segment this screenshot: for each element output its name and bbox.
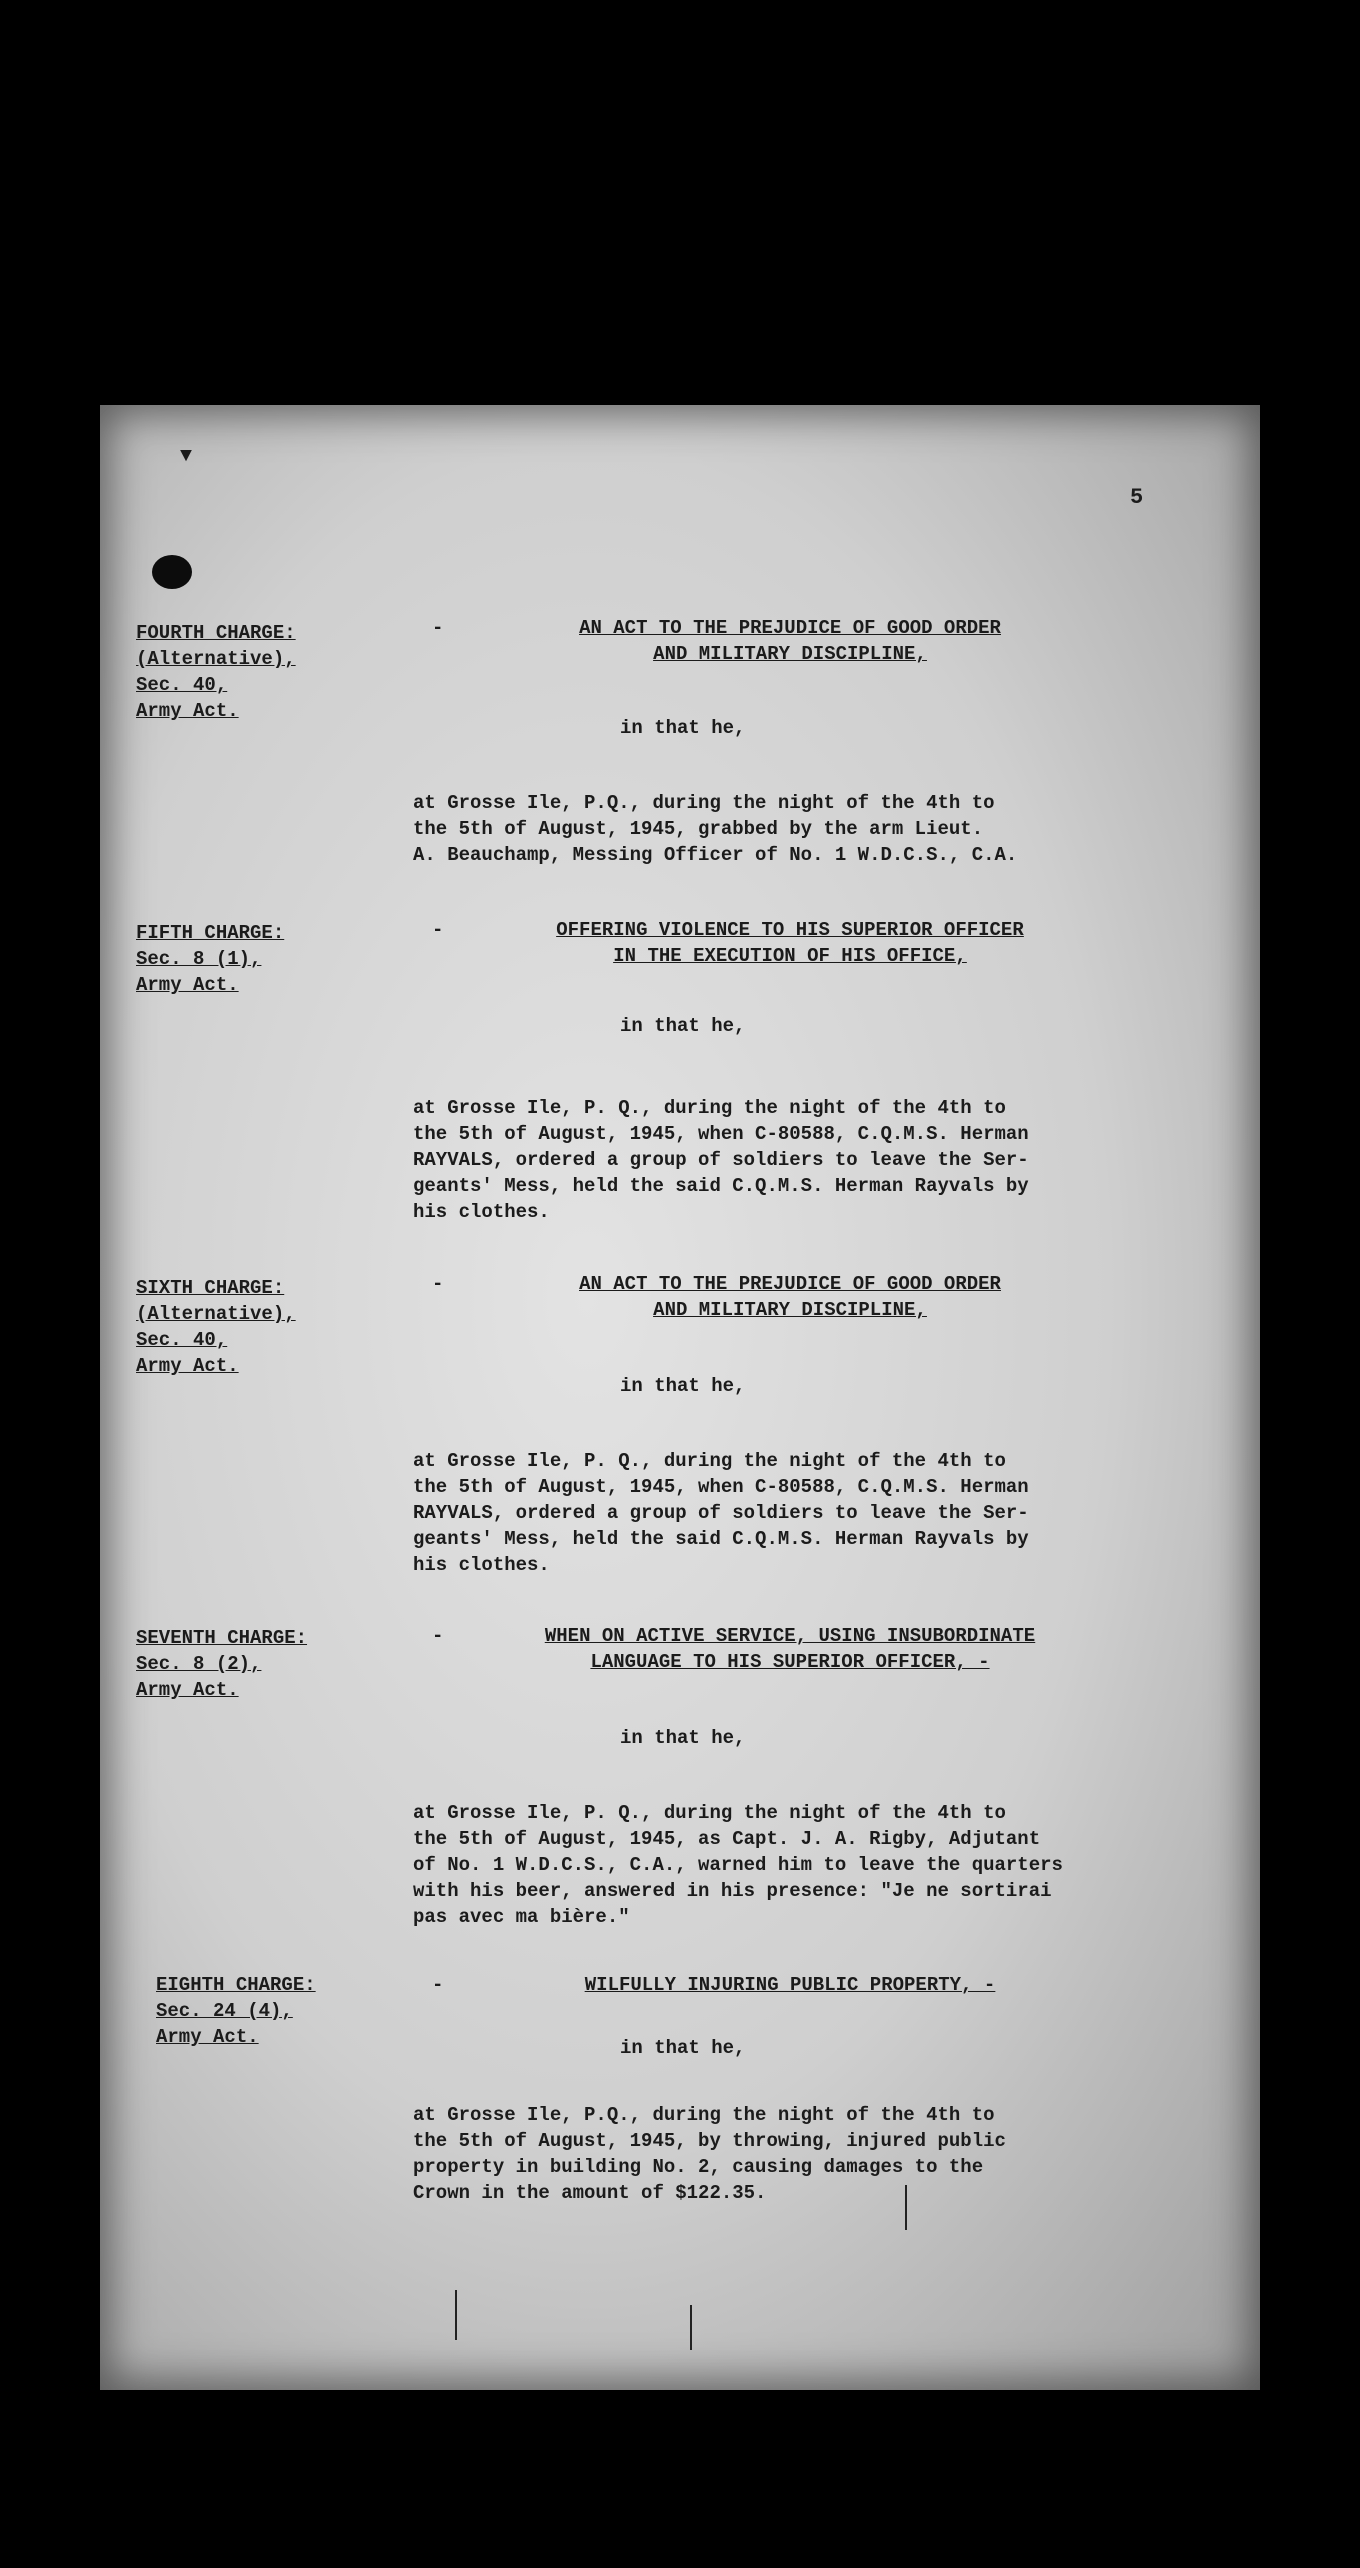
charge-act: Army Act. bbox=[136, 974, 239, 996]
in-that-he: in that he, bbox=[620, 1727, 746, 1749]
arrow-mark-icon: ▼ bbox=[180, 445, 193, 468]
charge-section: Sec. 8 (2), bbox=[136, 1653, 262, 1675]
film-scratch bbox=[455, 2290, 457, 2340]
charge-heading-sixth: - AN ACT TO THE PREJUDICE OF GOOD ORDER AND MILITARY DISCIPLINE, bbox=[432, 1273, 1001, 1321]
in-that-he: in that he, bbox=[620, 1015, 746, 1037]
charge-label-fourth bbox=[136, 620, 296, 724]
heading-line: WILFULLY INJURING PUBLIC PROPERTY, - bbox=[584, 1974, 996, 1996]
heading-line: OFFERING VIOLENCE TO HIS SUPERIOR OFFICER bbox=[556, 919, 1024, 941]
charge-label-fifth bbox=[136, 920, 284, 998]
heading-line: IN THE EXECUTION OF HIS OFFICE, bbox=[613, 945, 967, 967]
charge-title: FOURTH CHARGE: bbox=[136, 622, 296, 644]
charge-heading-eighth: - WILFULLY INJURING PUBLIC PROPERTY, - bbox=[432, 1974, 996, 1996]
charge-act: Army Act. bbox=[156, 2026, 259, 2048]
in-that-he: in that he, bbox=[620, 2037, 746, 2059]
charge-particulars-eighth: at Grosse Ile, P.Q., during the night of the 4th to the 5th of August, 1945, by throwing, injured public property in building No. 2, causing damages to the Crown in the amount of $122.35. bbox=[413, 2104, 1006, 2204]
ink-blot bbox=[152, 555, 192, 589]
charge-section: Sec. 40, bbox=[136, 1329, 228, 1351]
charge-title: SEVENTH CHARGE: bbox=[136, 1627, 308, 1649]
charge-act: Army Act. bbox=[136, 1679, 239, 1701]
charge-heading-fourth: - AN ACT TO THE PREJUDICE OF GOOD ORDER AND MILITARY DISCIPLINE, bbox=[432, 617, 1001, 665]
charge-particulars-fourth: at Grosse Ile, P.Q., during the night of the 4th to the 5th of August, 1945, grabbed by the arm Lieut. A. Beauchamp, Messing Officer of No. 1 W.D.C.S., C.A. bbox=[413, 792, 1018, 866]
heading-line: AN ACT TO THE PREJUDICE OF GOOD ORDER bbox=[579, 1273, 1001, 1295]
charge-heading-fifth: - OFFERING VIOLENCE TO HIS SUPERIOR OFFICER IN THE EXECUTION OF HIS OFFICE, bbox=[432, 919, 1024, 967]
page-number: 5 bbox=[1130, 485, 1144, 510]
charge-label-eighth bbox=[156, 1972, 316, 2050]
charge-particulars-seventh: at Grosse Ile, P. Q., during the night of the 4th to the 5th of August, 1945, as Capt. J. A. Rigby, Adjutant of No. 1 W.D.C.S., C.A., warned him to leave the quarters with his beer, answered in his presence: "Je ne sortirai pas avec ma bière." bbox=[413, 1802, 1063, 1928]
charge-section: Sec. 8 (1), bbox=[136, 948, 262, 970]
heading-line: LANGUAGE TO HIS SUPERIOR OFFICER, - bbox=[590, 1651, 990, 1673]
charge-title: FIFTH CHARGE: bbox=[136, 922, 285, 944]
film-scratch bbox=[905, 2185, 907, 2230]
in-that-he: in that he, bbox=[620, 1375, 746, 1397]
charge-label-seventh bbox=[136, 1625, 307, 1703]
charge-act: Army Act. bbox=[136, 1355, 239, 1377]
charge-act: Army Act. bbox=[136, 700, 239, 722]
document-page bbox=[100, 405, 1260, 2390]
heading-line: AND MILITARY DISCIPLINE, bbox=[653, 643, 927, 665]
charge-heading-seventh: - WHEN ON ACTIVE SERVICE, USING INSUBORDINATE LANGUAGE TO HIS SUPERIOR OFFICER, - bbox=[432, 1625, 1036, 1673]
charge-particulars-fifth: at Grosse Ile, P. Q., during the night of the 4th to the 5th of August, 1945, when C-80588, C.Q.M.S. Herman RAYVALS, ordered a group of soldiers to leave the Ser- geants' Mess, held the said C.Q.M.S. Herman Rayvals by his clothes. bbox=[413, 1097, 1029, 1223]
charge-alternative: (Alternative), bbox=[136, 648, 296, 670]
charge-section: Sec. 40, bbox=[136, 674, 228, 696]
charge-particulars-sixth: at Grosse Ile, P. Q., during the night of the 4th to the 5th of August, 1945, when C-80588, C.Q.M.S. Herman RAYVALS, ordered a group of soldiers to leave the Ser- geants' Mess, held the said C.Q.M.S. Herman Rayvals by his clothes. bbox=[413, 1450, 1029, 1576]
charge-label-sixth bbox=[136, 1275, 296, 1379]
charge-title: EIGHTH CHARGE: bbox=[156, 1974, 316, 1996]
film-scratch bbox=[690, 2305, 692, 2350]
in-that-he: in that he, bbox=[620, 717, 746, 739]
heading-line: WHEN ON ACTIVE SERVICE, USING INSUBORDINATE bbox=[544, 1625, 1036, 1647]
charge-alternative: (Alternative), bbox=[136, 1303, 296, 1325]
charge-section: Sec. 24 (4), bbox=[156, 2000, 293, 2022]
heading-line: AND MILITARY DISCIPLINE, bbox=[653, 1299, 927, 1321]
heading-line: AN ACT TO THE PREJUDICE OF GOOD ORDER bbox=[579, 617, 1001, 639]
charge-title: SIXTH CHARGE: bbox=[136, 1277, 285, 1299]
